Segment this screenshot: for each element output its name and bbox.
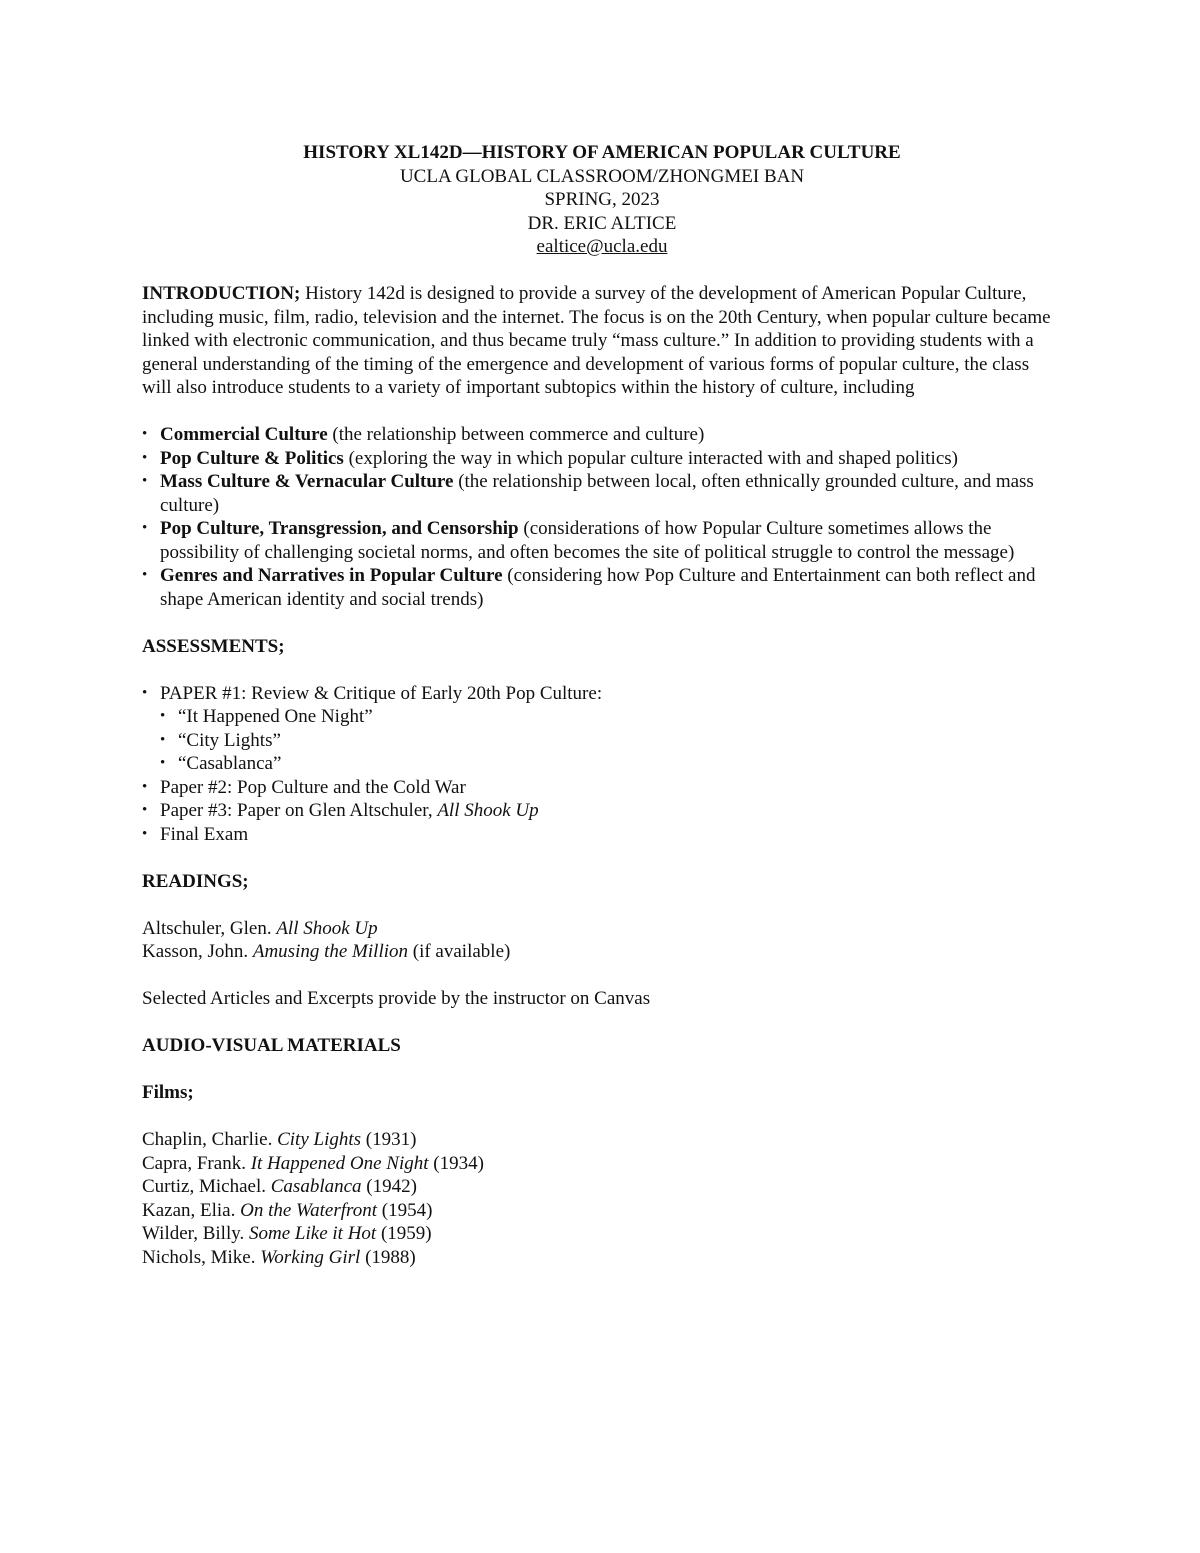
reading-author: Altschuler, Glen. bbox=[142, 917, 277, 939]
film-title: Working Girl bbox=[260, 1246, 361, 1268]
document-header bbox=[142, 141, 1062, 259]
av-materials-heading: AUDIO-VISUAL MATERIALS bbox=[142, 1035, 401, 1056]
list-item bbox=[142, 517, 1062, 564]
subtopic-desc: (the relationship between commerce and culture) bbox=[327, 424, 705, 445]
reading-author: Kasson, John. bbox=[142, 941, 253, 962]
paper1-films-list bbox=[160, 705, 1062, 776]
film-director: Curtiz, Michael. bbox=[142, 1176, 271, 1197]
reading-note: (if available) bbox=[408, 941, 511, 962]
film-title: On the Waterfront bbox=[240, 1199, 377, 1221]
list-item: • “It Happened One Night” bbox=[160, 705, 1062, 729]
film-item bbox=[142, 1152, 1062, 1176]
film-item bbox=[142, 1246, 1062, 1270]
introduction-text: History 142d is designed to provide a survey of the development of American Popular Culture, including music, film, radio, television and the internet. The focus is on the 20th Century, when popular culture became linked with electronic communication, and thus became truly “mass culture.” In addition to providing students with a general understanding of the timing of the emergence and development of various forms of popular culture, the class will also introduce students to a variety of important subtopics within the history of culture, including bbox=[142, 283, 1051, 398]
subtopic-desc: (exploring the way in which popular culture interacted with and shaped politics) bbox=[343, 447, 958, 469]
film-item bbox=[142, 1175, 1062, 1199]
selected-readings-note: Selected Articles and Excerpts provide by the instructor on Canvas bbox=[142, 988, 651, 1009]
film-year: (1959) bbox=[376, 1223, 432, 1244]
subtopic-term: Commercial Culture bbox=[160, 424, 328, 445]
film-year: (1988) bbox=[360, 1246, 416, 1268]
list-item: • Paper #2: Pop Culture and the Cold War bbox=[142, 776, 1062, 800]
film-title: Some Like it Hot bbox=[249, 1223, 377, 1244]
film-director: Wilder, Billy. bbox=[142, 1223, 250, 1244]
film-year: (1934) bbox=[428, 1152, 484, 1174]
introduction-heading: INTRODUCTION; bbox=[142, 283, 301, 304]
paper3-book-title: All Shook Up bbox=[437, 800, 539, 821]
film-title: Casablanca bbox=[270, 1176, 362, 1197]
reading-title: Amusing the Million bbox=[252, 941, 408, 962]
list-item bbox=[142, 682, 1062, 776]
readings-heading: READINGS; bbox=[142, 870, 249, 892]
program-name: UCLA GLOBAL CLASSROOM/ZHONGMEI BAN bbox=[399, 165, 805, 187]
paper1-label: PAPER #1: Review & Critique of Early 20th Pop Culture: bbox=[160, 682, 603, 704]
film-item bbox=[142, 1222, 1062, 1246]
assessments-heading: ASSESSMENTS; bbox=[142, 635, 285, 657]
course-title: HISTORY XL142D—HISTORY OF AMERICAN POPULAR CULTURE bbox=[303, 142, 901, 163]
syllabus-page bbox=[142, 141, 1062, 1269]
film-director: Nichols, Mike. bbox=[142, 1246, 261, 1268]
film-director: Capra, Frank. bbox=[142, 1152, 251, 1174]
film-director: Kazan, Elia. bbox=[142, 1199, 241, 1221]
list-item bbox=[142, 564, 1062, 611]
list-item bbox=[142, 470, 1062, 517]
introduction-paragraph bbox=[142, 282, 1062, 400]
film-director: Chaplin, Charlie. bbox=[142, 1129, 278, 1150]
subtopics-list bbox=[142, 423, 1062, 611]
list-item bbox=[142, 447, 1062, 471]
reading-item bbox=[142, 940, 1062, 964]
subtopic-term: Mass Culture & Vernacular Culture bbox=[160, 471, 454, 492]
film-year: (1931) bbox=[361, 1129, 417, 1150]
film-title: City Lights bbox=[277, 1129, 362, 1150]
film-item bbox=[142, 1199, 1062, 1223]
film-title: It Happened One Night bbox=[250, 1152, 429, 1174]
reading-title: All Shook Up bbox=[276, 917, 378, 939]
subtopic-desc: (the relationship between local, often ethnically grounded culture, and mass culture) bbox=[160, 471, 1034, 516]
list-item bbox=[142, 799, 1062, 823]
subtopic-desc: (considerations of how Popular Culture sometimes allows the possibility of challenging societal norms, and often becomes the site of political struggle to control the message) bbox=[160, 518, 1015, 563]
film-item bbox=[142, 1128, 1062, 1152]
list-item bbox=[142, 423, 1062, 447]
film-year: (1942) bbox=[361, 1176, 417, 1197]
assessments-list bbox=[142, 682, 1062, 847]
term: SPRING, 2023 bbox=[544, 189, 660, 210]
list-item: • “Casablanca” bbox=[160, 752, 1062, 776]
reading-item bbox=[142, 917, 1062, 941]
subtopic-desc: (considering how Pop Culture and Entertainment can both reflect and shape American identity and social trends) bbox=[160, 565, 1036, 610]
subtopic-term: Pop Culture & Politics bbox=[160, 447, 344, 469]
instructor-name: DR. ERIC ALTICE bbox=[527, 212, 677, 234]
subtopic-term: Genres and Narratives in Popular Culture bbox=[160, 565, 503, 586]
list-item: • Final Exam bbox=[142, 823, 1062, 847]
paper3-label: Paper #3: Paper on Glen Altschuler, bbox=[160, 800, 438, 821]
films-heading: Films; bbox=[142, 1082, 194, 1103]
list-item: • “City Lights” bbox=[160, 729, 1062, 753]
subtopic-term: Pop Culture, Transgression, and Censorship bbox=[160, 518, 519, 539]
instructor-email-link[interactable]: ealtice@ucla.edu bbox=[536, 236, 668, 257]
film-year: (1954) bbox=[377, 1199, 433, 1221]
